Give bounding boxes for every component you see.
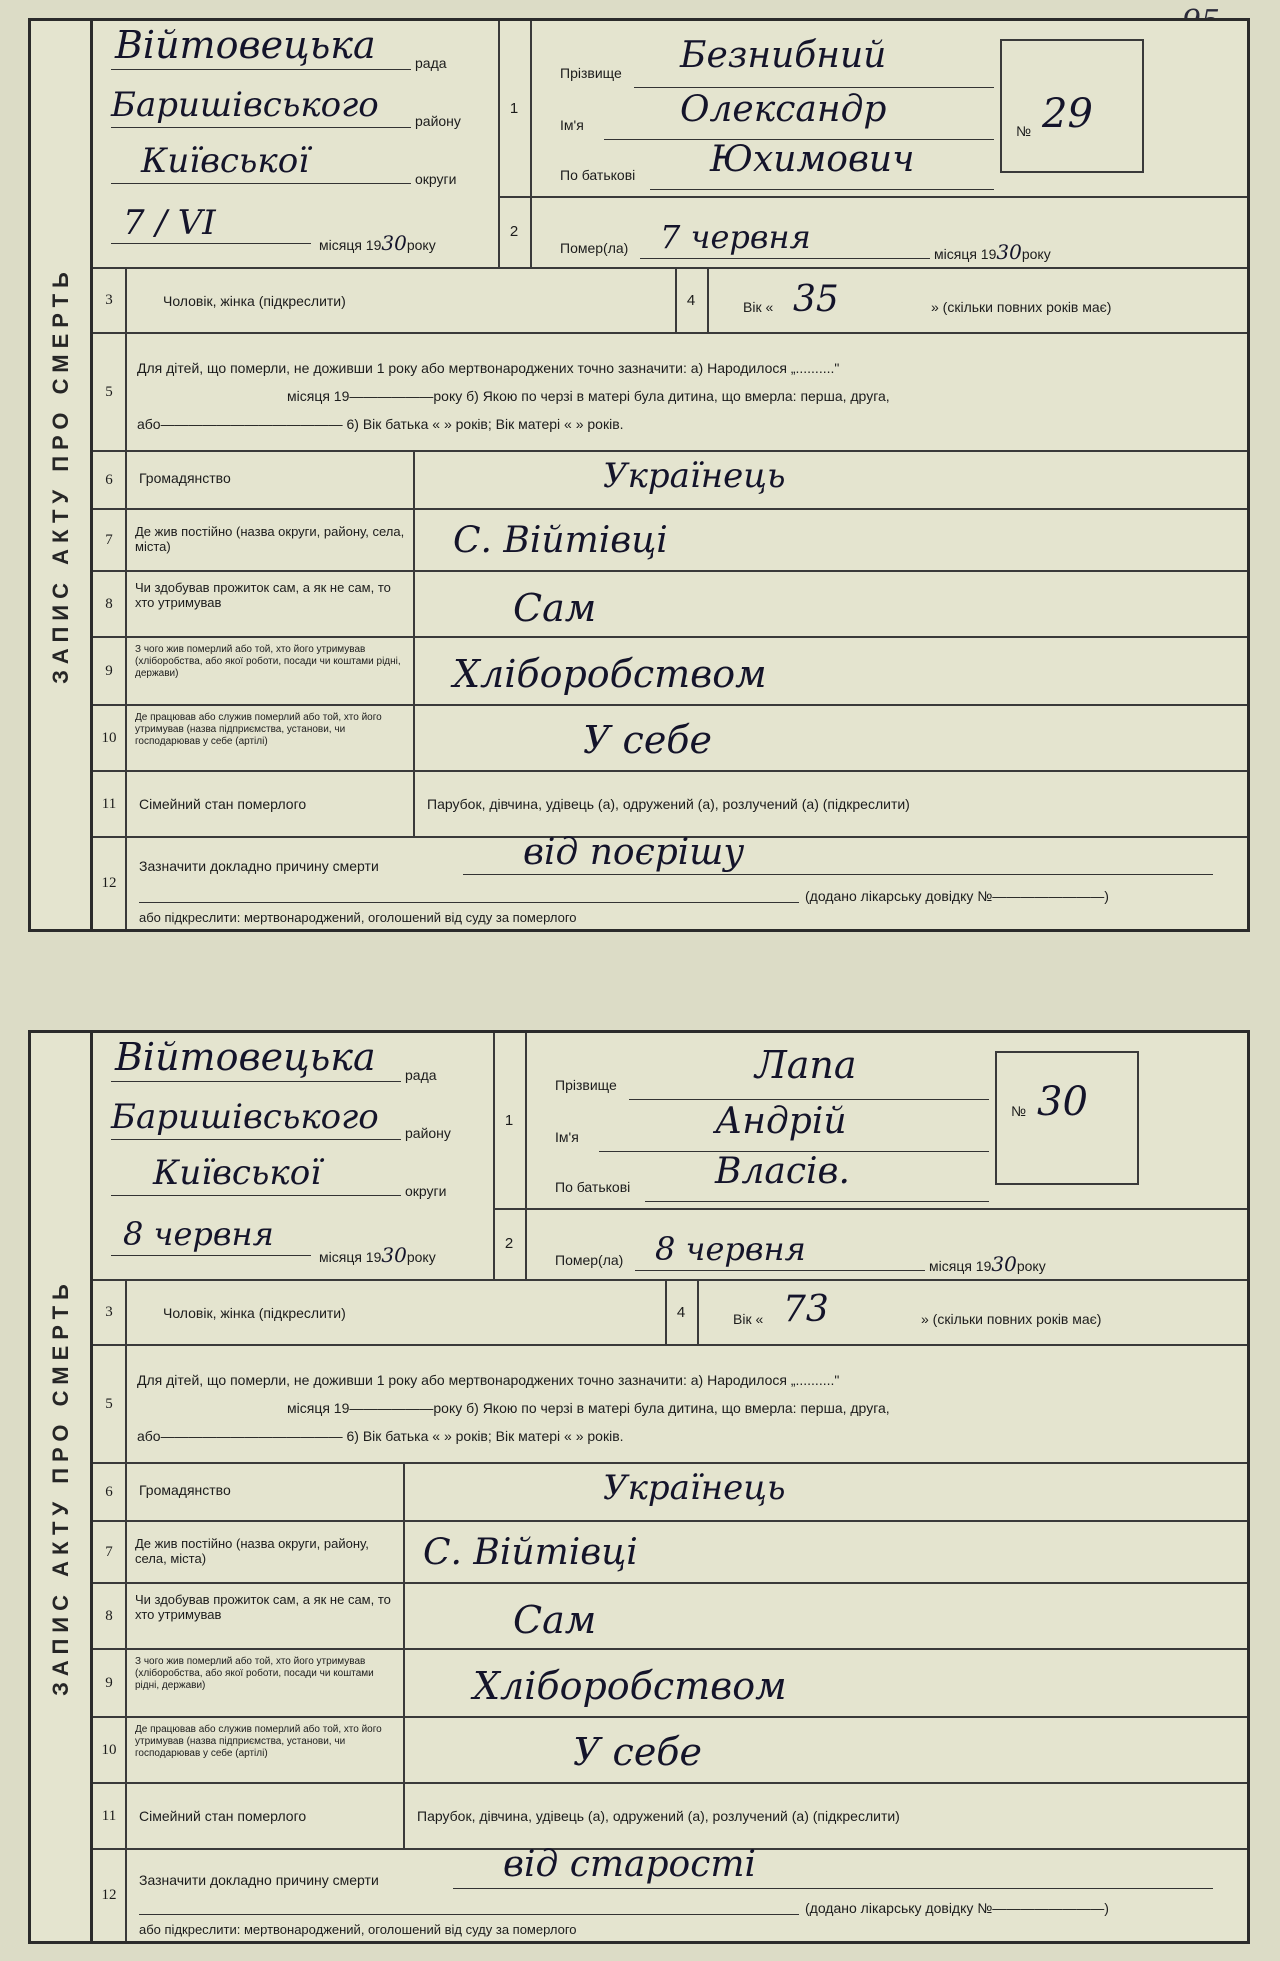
- death-record-2: [28, 1030, 1250, 1944]
- death-record-1: [28, 18, 1250, 932]
- support-row: 8 Чи здобував прожиток сам, а як не сам, то хто утримував Сам: [93, 1584, 1247, 1650]
- age-value: 73: [783, 1289, 829, 1330]
- occupation-value: Хліборобством: [473, 1664, 787, 1708]
- raion-value: Баришівського: [111, 1097, 379, 1137]
- death-date-value: 8 червня: [655, 1230, 806, 1268]
- workplace-value: У себе: [573, 1730, 702, 1774]
- support-value: Сам: [513, 586, 597, 630]
- date-day: 7 / VI: [123, 203, 216, 243]
- sex-age-row: 3 Чоловік, жінка (підкреслити) 4 Вік « 35 » (скільки повних років має): [93, 269, 1247, 334]
- support-value: Сам: [513, 1598, 597, 1642]
- citizenship-value: Українець: [603, 1468, 786, 1508]
- raion-value: Баришівського: [111, 85, 379, 125]
- header-block: Війтовецька рада Баришівського району Київської округи 7 / VI місяця 1930року 1 2 Прізвище Безнибний Ім'я Олександр По батькові Юхимович № 29 Помер(ла) 7 червня місяця 1930року: [93, 21, 1247, 269]
- first-name-value: Андрій: [715, 1101, 847, 1142]
- cause-value: від поєрішу: [523, 832, 745, 873]
- workplace-value: У себе: [583, 718, 712, 762]
- date-day: 8 червня: [123, 1215, 274, 1253]
- surname-value: Безнибний: [680, 35, 887, 76]
- record-side-title: ЗАПИС АКТУ ПРО СМЕРТЬ: [31, 21, 93, 929]
- record-number-box: № 30: [995, 1051, 1139, 1185]
- death-date-value: 7 червня: [660, 218, 811, 256]
- child-info-row: 5 Для дітей, що померли, не доживши 1 року або мертвонароджених точно зазначити: а) Народилося „.........." місяця 19——————року б) Якою по черзі в матері була дитина, що вмерла: перша, друга, або————————————— 6) Вік батька « » років; Вік матері « » років.: [93, 334, 1247, 452]
- occupation-row: 9 З чого жив померлий або той, хто його утримував (хліборобства, або якої роботи, посади чи коштами рідні, держави) Хліборобством: [93, 638, 1247, 706]
- record-number: 29: [1042, 91, 1093, 137]
- marital-options: Парубок, дівчина, удівець (а), одружений (а), розлучений (а) (підкреслити): [417, 1808, 900, 1824]
- residence-row: 7 Де жив постійно (назва округи, району, села, міста) С. Війтівці: [93, 1522, 1247, 1584]
- occupation-value: Хліборобством: [453, 652, 767, 696]
- occupation-row: 9 З чого жив померлий або той, хто його утримував (хліборобства, або якої роботи, посади чи коштами рідні, держави) Хліборобством: [93, 1650, 1247, 1718]
- age-value: 35: [793, 279, 839, 320]
- workplace-row: 10 Де працював або служив померлий або той, хто його утримував (назва підприємства, установи, чи господарював у себе (артілі) У себе: [93, 1718, 1247, 1784]
- record-number: 30: [1037, 1079, 1088, 1125]
- cause-row: 12 Зазначити докладно причину смерти від поєрішу (додано лікарську довідку №————————) або підкреслити: мертвонароджений, оголошений від суду за померлого: [93, 838, 1247, 929]
- patronymic-value: Юхимович: [710, 139, 915, 180]
- child-info-row: 5 Для дітей, що померли, не доживши 1 року або мертвонароджених точно зазначити: а) Народилося „.........." місяця 19——————року б) Якою по черзі в матері була дитина, що вмерла: перша, друга, або————————————— 6) Вік батька « » років; Вік матері « » років.: [93, 1346, 1247, 1464]
- workplace-row: 10 Де працював або служив померлий або той, хто його утримував (назва підприємства, установи, чи господарював у себе (артілі) У себе: [93, 706, 1247, 772]
- support-row: 8 Чи здобував прожиток сам, а як не сам, то хто утримував Сам: [93, 572, 1247, 638]
- okrug-value: Київської: [141, 141, 310, 181]
- record-number-box: № 29: [1000, 39, 1144, 173]
- rada-value: Війтовецька: [115, 1035, 376, 1079]
- header-block: Війтовецька рада Баришівського району Київської округи 8 червня місяця 1930року 1 2 Прізвище Лапа Ім'я Андрій По батькові Власів. № 30 Помер(ла) 8 червня місяця 1930року: [93, 1033, 1247, 1281]
- residence-row: 7 Де жив постійно (назва округи, району, села, міста) С. Війтівці: [93, 510, 1247, 572]
- residence-value: С. Війтівці: [423, 1532, 638, 1573]
- record-side-title: ЗАПИС АКТУ ПРО СМЕРТЬ: [31, 1033, 93, 1941]
- okrug-value: Київської: [153, 1153, 322, 1193]
- patronymic-value: Власів.: [715, 1151, 850, 1192]
- cause-row: 12 Зазначити докладно причину смерти від старості (додано лікарську довідку №————————) або підкреслити: мертвонароджений, оголошений від суду за померлого: [93, 1850, 1247, 1941]
- citizenship-value: Українець: [603, 456, 786, 496]
- citizenship-row: 6 Громадянство Українець: [93, 1464, 1247, 1522]
- cause-value: від старості: [503, 1844, 757, 1885]
- citizenship-row: 6 Громадянство Українець: [93, 452, 1247, 510]
- surname-value: Лапа: [755, 1043, 857, 1087]
- sex-age-row: 3 Чоловік, жінка (підкреслити) 4 Вік « 73 » (скільки повних років має): [93, 1281, 1247, 1346]
- marital-row: 11 Сімейний стан померлого Парубок, дівчина, удівець (а), одружений (а), розлучений (а) (підкреслити): [93, 772, 1247, 838]
- residence-value: С. Війтівці: [453, 520, 668, 561]
- marital-row: 11 Сімейний стан померлого Парубок, дівчина, удівець (а), одружений (а), розлучений (а) (підкреслити): [93, 1784, 1247, 1850]
- rada-value: Війтовецька: [115, 23, 376, 67]
- first-name-value: Олександр: [680, 89, 887, 130]
- marital-options: Парубок, дівчина, удівець (а), одружений (а), розлучений (а) (підкреслити): [427, 796, 910, 812]
